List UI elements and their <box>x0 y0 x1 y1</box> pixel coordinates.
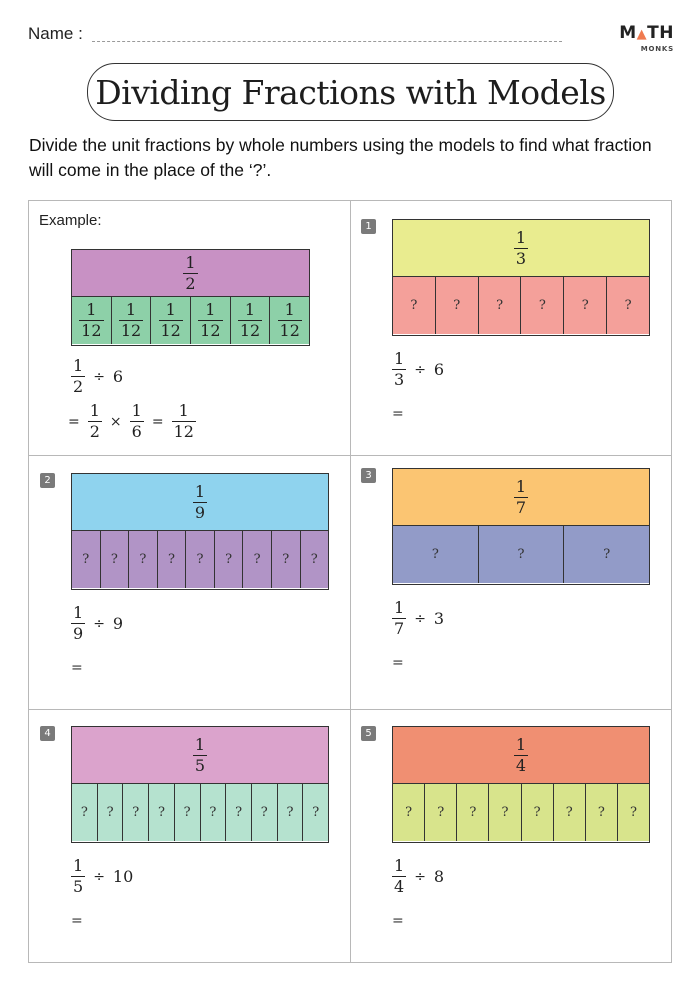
denominator: 12 <box>200 321 221 340</box>
denominator: 6 <box>131 422 142 441</box>
model-whole-bar <box>393 469 649 526</box>
problem-expression <box>392 858 444 895</box>
unknown-piece: ? <box>564 277 607 334</box>
fraction <box>79 302 103 339</box>
problem-number-badge: 2 <box>40 473 55 488</box>
triangle-icon: ▲ <box>636 27 648 42</box>
unknown-piece: ? <box>457 784 489 841</box>
answer-field[interactable]: = <box>392 406 404 422</box>
divisor: 9 <box>112 614 124 633</box>
unknown-piece: ? <box>226 784 252 841</box>
fraction-model <box>392 726 650 843</box>
answer-field[interactable]: = <box>392 913 404 929</box>
divisor: 10 <box>112 867 134 886</box>
fraction <box>392 351 406 388</box>
denominator: 5 <box>194 755 206 775</box>
numerator: 1 <box>131 401 142 420</box>
problem-expression <box>392 351 444 388</box>
problem-number-badge: 5 <box>361 726 376 741</box>
denominator: 4 <box>394 877 405 896</box>
logo-letters-th: TH <box>647 23 674 43</box>
unknown-piece: ? <box>479 277 522 334</box>
denominator: 2 <box>73 377 84 396</box>
denominator: 2 <box>89 422 100 441</box>
model-whole-bar <box>72 250 309 297</box>
denominator: 12 <box>239 321 261 340</box>
equals-sign: = <box>151 413 164 430</box>
unknown-piece: ? <box>425 784 457 841</box>
unknown-piece: ? <box>272 531 301 588</box>
denominator: 12 <box>160 321 181 340</box>
unknown-piece: ? <box>201 784 227 841</box>
denominator: 12 <box>81 321 102 340</box>
problem-expression <box>71 605 123 642</box>
unknown-piece: ? <box>393 277 436 334</box>
numerator: 1 <box>515 734 527 754</box>
fraction <box>193 734 207 775</box>
numerator: 1 <box>394 349 405 368</box>
numerator: 1 <box>73 356 84 375</box>
numerator: 1 <box>394 598 405 617</box>
divide-sign: ÷ <box>414 610 426 627</box>
denominator: 3 <box>515 248 527 268</box>
unknown-piece: ? <box>98 784 124 841</box>
numerator: 1 <box>515 227 527 247</box>
unknown-piece: ? <box>522 784 554 841</box>
fraction <box>71 605 85 642</box>
grid-divider-vertical <box>350 200 351 963</box>
answer-field[interactable]: = <box>71 913 83 929</box>
unknown-piece: ? <box>252 784 278 841</box>
unknown-piece: ? <box>586 784 618 841</box>
fraction <box>88 403 102 440</box>
denominator: 2 <box>185 273 196 293</box>
unknown-piece: ? <box>123 784 149 841</box>
unknown-piece: ? <box>603 547 611 562</box>
example-solution <box>68 403 196 440</box>
numerator: 1 <box>185 252 196 272</box>
model-whole-bar <box>72 727 328 784</box>
fraction <box>71 358 85 395</box>
logo-subtitle: MONKS <box>640 45 674 53</box>
divide-sign: ÷ <box>93 868 105 885</box>
fraction <box>130 403 144 440</box>
numerator: 1 <box>89 401 100 420</box>
fraction <box>392 600 406 637</box>
model-whole-bar <box>393 727 649 784</box>
divisor: 6 <box>433 360 445 379</box>
fraction <box>119 302 143 339</box>
unknown-piece: ? <box>393 784 425 841</box>
numerator: 1 <box>178 401 189 420</box>
unknown-piece: ? <box>72 784 98 841</box>
page-title: Dividing Fractions with Models <box>95 72 606 112</box>
denominator: 4 <box>515 755 527 775</box>
fraction <box>392 858 406 895</box>
divisor: 3 <box>433 609 445 628</box>
model-piece <box>112 297 152 344</box>
model-pieces-row <box>72 297 309 344</box>
denominator: 7 <box>515 497 527 517</box>
model-pieces-row <box>393 277 649 334</box>
unknown-piece: ? <box>310 552 318 567</box>
numerator: 1 <box>205 300 216 319</box>
divide-sign: ÷ <box>414 868 426 885</box>
model-pieces-row <box>72 531 328 588</box>
unknown-piece: ? <box>72 531 101 588</box>
numerator: 1 <box>515 476 527 496</box>
model-pieces-row <box>393 526 649 583</box>
unknown-piece: ? <box>436 277 479 334</box>
answer-field[interactable]: = <box>392 655 404 671</box>
divide-sign: ÷ <box>93 368 105 385</box>
unknown-piece: ? <box>629 805 637 820</box>
model-piece <box>270 297 309 344</box>
name-input-line[interactable] <box>92 41 562 42</box>
multiply-sign: × <box>109 413 122 430</box>
numerator: 1 <box>194 481 206 501</box>
fraction <box>238 302 262 339</box>
divide-sign: ÷ <box>93 615 105 632</box>
numerator: 1 <box>394 856 405 875</box>
fraction <box>198 302 222 339</box>
fraction-model <box>71 473 329 590</box>
fraction <box>159 302 183 339</box>
model-whole-bar <box>393 220 649 277</box>
denominator: 9 <box>194 502 206 522</box>
model-pieces-row <box>72 784 328 841</box>
unknown-piece: ? <box>101 531 130 588</box>
numerator: 1 <box>125 300 137 319</box>
fraction-model <box>392 219 650 336</box>
denominator: 12 <box>279 321 300 340</box>
fraction-model <box>71 726 329 843</box>
numerator: 1 <box>73 603 84 622</box>
unknown-piece: ? <box>243 531 272 588</box>
divide-sign: ÷ <box>414 361 426 378</box>
denominator: 12 <box>173 422 194 441</box>
unknown-piece: ? <box>489 784 521 841</box>
problem-number-badge: 4 <box>40 726 55 741</box>
unknown-piece: ? <box>278 784 304 841</box>
fraction <box>514 734 528 775</box>
unknown-piece: ? <box>312 805 320 820</box>
numerator: 1 <box>73 856 84 875</box>
model-whole-bar <box>72 474 328 531</box>
math-monks-logo <box>618 25 674 53</box>
numerator: 1 <box>284 300 295 319</box>
numerator: 1 <box>86 300 97 319</box>
denominator: 9 <box>73 624 84 643</box>
model-piece <box>72 297 112 344</box>
answer-field[interactable]: = <box>71 660 83 676</box>
model-pieces-row <box>393 784 649 841</box>
grid-divider-row-2 <box>28 709 672 710</box>
example-fraction-model <box>71 249 310 346</box>
problem-number-badge: 3 <box>361 468 376 483</box>
fraction <box>172 403 196 440</box>
unknown-piece: ? <box>149 784 175 841</box>
denominator: 3 <box>394 370 405 389</box>
grid-divider-row-1 <box>28 455 672 456</box>
unknown-piece: ? <box>215 531 244 588</box>
unknown-piece: ? <box>158 531 187 588</box>
model-piece <box>191 297 231 344</box>
fraction <box>514 476 528 517</box>
divisor: 8 <box>433 867 445 886</box>
fraction <box>193 481 207 522</box>
logo-wordmark <box>618 25 674 43</box>
unknown-piece: ? <box>521 277 564 334</box>
numerator: 1 <box>194 734 206 754</box>
divisor: 6 <box>112 367 124 386</box>
fraction <box>183 252 197 293</box>
unknown-piece: ? <box>554 784 586 841</box>
fraction-model <box>392 468 650 585</box>
unknown-piece: ? <box>393 526 479 583</box>
problem-expression <box>71 858 133 895</box>
denominator: 7 <box>394 619 405 638</box>
logo-letter-m: M <box>619 23 637 43</box>
fraction <box>514 227 528 268</box>
unknown-piece: ? <box>186 531 215 588</box>
example-label: Example: <box>39 212 102 229</box>
fraction <box>71 858 85 895</box>
denominator: 12 <box>120 321 142 340</box>
fraction <box>278 302 302 339</box>
unknown-piece: ? <box>129 531 158 588</box>
problem-number-badge: 1 <box>361 219 376 234</box>
unknown-piece: ? <box>175 784 201 841</box>
numerator: 1 <box>165 300 176 319</box>
denominator: 5 <box>73 877 84 896</box>
name-label: Name : <box>28 24 83 43</box>
example-expression <box>71 358 123 395</box>
model-piece <box>231 297 271 344</box>
unknown-piece: ? <box>479 526 565 583</box>
equals-sign: = <box>68 413 80 430</box>
unknown-piece: ? <box>624 298 632 313</box>
model-piece <box>151 297 191 344</box>
numerator: 1 <box>244 300 256 319</box>
instructions: Divide the unit fractions by whole numbers using the models to find what fraction will come in the place of the ‘?’. <box>29 135 652 180</box>
problem-expression <box>392 600 444 637</box>
title-box <box>87 63 614 121</box>
